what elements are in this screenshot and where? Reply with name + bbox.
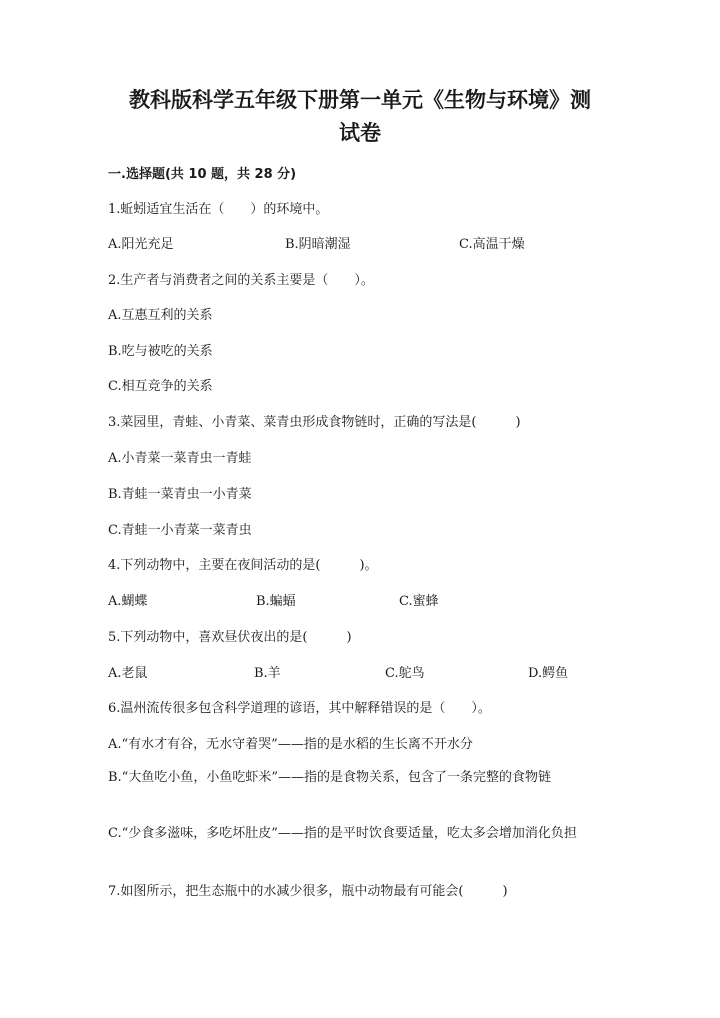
q1-option-b: B.阴暗潮湿: [285, 237, 351, 252]
q3-option-b: B.青蛙一菜青虫一小青菜: [108, 487, 252, 502]
q5-option-d: D.鳄鱼: [528, 666, 569, 681]
q1-option-a: A.阳光充足: [108, 237, 174, 252]
q6-option-c: C.“少食多滋味，多吃坏肚皮”——指的是平时饮食要适量，吃太多会增加消化负担: [108, 826, 577, 841]
page-title: [100, 84, 620, 150]
q2-option-c: C.相互竞争的关系: [108, 379, 213, 394]
q1-option-c: C.高温干燥: [459, 237, 525, 252]
question-2: 2.生产者与消费者之间的关系主要是（ ）。: [108, 273, 374, 288]
question-3: 3.菜园里，青蛙、小青菜、菜青虫形成食物链时，正确的写法是( ): [108, 415, 521, 430]
q5-option-a: A.老鼠: [108, 666, 148, 681]
q4-option-c: C.蜜蜂: [399, 594, 439, 609]
title-line-1: 教科版科学五年级下册第一单元《生物与环境》测: [129, 88, 591, 112]
q3-option-a: A.小青菜一菜青虫一青蛙: [108, 451, 252, 466]
q5-option-b: B.羊: [254, 666, 281, 681]
section-heading: 一.选择题(共 10 题，共 28 分): [108, 167, 297, 182]
question-4: 4.下列动物中，主要在夜间活动的是( )。: [108, 558, 378, 573]
q3-option-c: C.青蛙一小青菜一菜青虫: [108, 523, 252, 538]
title-line-2: 试卷: [339, 121, 381, 145]
q5-option-c: C.鸵鸟: [385, 666, 425, 681]
q4-option-a: A.蝴蝶: [108, 594, 148, 609]
q6-option-b: B.“大鱼吃小鱼，小鱼吃虾米”——指的是食物关系，包含了一条完整的食物链: [108, 770, 551, 785]
question-5: 5.下列动物中，喜欢昼伏夜出的是( ): [108, 630, 352, 645]
q4-option-b: B.蝙蝠: [256, 594, 296, 609]
q2-option-b: B.吃与被吃的关系: [108, 344, 213, 359]
q6-option-a: A.“有水才有谷，无水守着哭”——指的是水稻的生长离不开水分: [108, 737, 473, 752]
question-7: 7.如图所示，把生态瓶中的水减少很多，瓶中动物最有可能会( ): [108, 884, 508, 899]
question-1: 1.蚯蚓适宜生活在（ ）的环境中。: [108, 202, 329, 217]
question-6: 6.温州流传很多包含科学道理的谚语，其中解释错误的是（ ）。: [108, 701, 491, 716]
q2-option-a: A.互惠互利的关系: [108, 308, 213, 323]
